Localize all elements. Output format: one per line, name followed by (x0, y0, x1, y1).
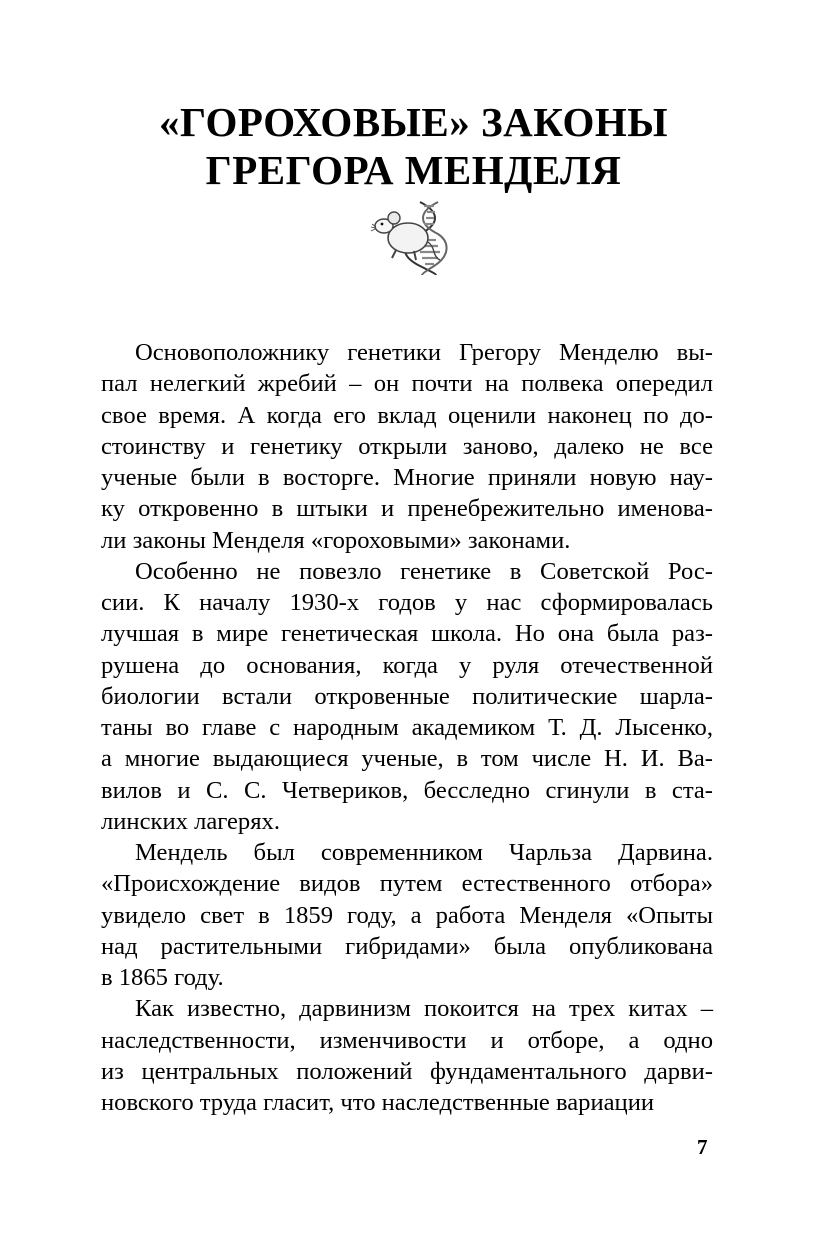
text-line: биологии встали откровенные политические шарла- (101, 682, 713, 710)
text-line: увидело свет в 1859 году, а работа Менделя «Опыты (101, 901, 713, 929)
text-line: из центральных положений фундаментального дарви- (101, 1057, 713, 1085)
text-line: новского труда гласит, что наследственные вариации (101, 1089, 655, 1116)
text-line: вилов и С. С. Четвериков, бесследно сгинули в ста- (101, 776, 713, 804)
text-line: линских лагерях. (101, 807, 280, 835)
text-line: сии. К началу 1930-х годов у нас сформировалась (101, 589, 713, 616)
text-line: Как известно, дарвинизм покоится на трех китах – (135, 995, 713, 1023)
text-line: пал нелегкий жребий – он почти на полвека опередил (101, 370, 713, 398)
text-line: свое время. А когда его вклад оценили наконец по до- (101, 401, 713, 429)
text-line: рушена до основания, когда у руля отечественной (101, 651, 713, 679)
text-line: Мендель был современником Чарльза Дарвина. (135, 839, 713, 866)
text-line: ли законы Менделя «гороховыми» законами. (101, 526, 571, 554)
mouse-dna-icon (370, 198, 452, 276)
text-line: ку откровенно в штыки и пренебрежительно именова- (101, 495, 713, 523)
chapter-title-line-1: «ГОРОХОВЫЕ» ЗАКОНЫ (158, 99, 669, 145)
text-line: наследственности, изменчивости и отборе, а одно (101, 1026, 713, 1054)
text-line: в 1865 году. (101, 964, 224, 991)
text-line: над растительными гибридами» была опубликована (101, 932, 713, 960)
text-line: стоинству и генетику открыли заново, далеко не все (101, 432, 713, 460)
page-number: 7 (697, 1135, 708, 1159)
text-line: Основоположнику генетики Грегору Менделю вы- (135, 339, 713, 366)
text-line: «Происхождение видов путем естественного отбора» (101, 870, 713, 898)
text-line: ученые были в восторге. Многие приняли новую нау- (101, 464, 713, 491)
text-line: Особенно не повезло генетике в Советской Рос- (135, 557, 713, 585)
text-line: лучшая в мире генетическая школа. Но она была раз- (101, 620, 713, 648)
chapter-title-line-2: ГРЕГОРА МЕНДЕЛЯ (205, 147, 622, 193)
text-line: а многие выдающиеся ученые, в том числе Н. И. Ва- (101, 745, 713, 773)
text-line: таны во главе с народным академиком Т. Д. Лысенко, (101, 714, 713, 741)
